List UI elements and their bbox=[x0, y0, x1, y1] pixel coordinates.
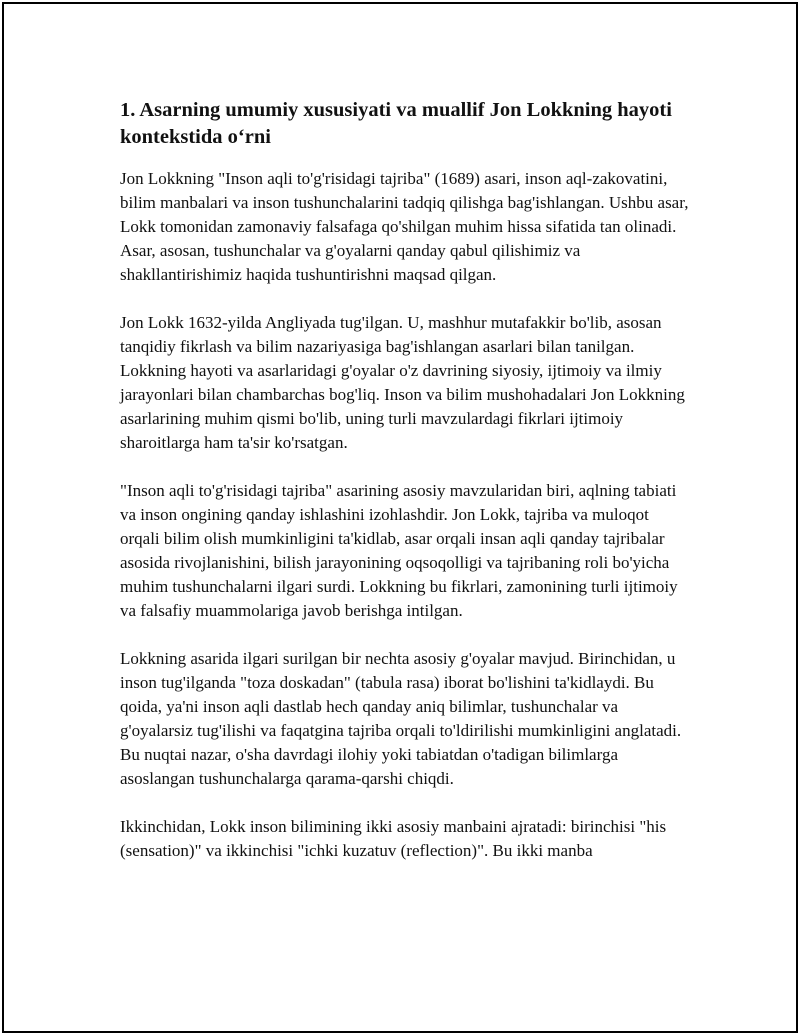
section-heading: 1. Asarning umumiy xususiyati va muallif Jon Lokkning hayoti kontekstida o‘rni bbox=[120, 99, 672, 148]
paragraph-biography: Jon Lokk 1632-yilda Angliyada tug'ilgan. U, mashhur mutafakkir bo'lib, asosan tanqidiy fikrlash va bilim nazariyasiga bag'ishlangan asarlari bilan tanilgan. Lokkning hayoti va asarlaridagi g'oyalar o'z davrining siyosiy, ijtimoiy va ilmiy jarayonlari bilan chambarchas bog'liq. Inson va bilim mushohadalari Jon Lokkning asarlarining muhim qismi bo'lib, uning turli mavzulardagi fikrlari ijtimoiy sharoitlarga ham ta'sir ko'rsatgan. bbox=[120, 313, 685, 452]
document-body bbox=[120, 97, 690, 887]
paragraph-tabula-rasa: Lokkning asarida ilgari surilgan bir nechta asosiy g'oyalar mavjud. Birinchidan, u inson tug'ilganda "toza doskadan" (tabula rasa) iborat bo'lishini ta'kidlaydi. Bu qoida, ya'ni inson aqli dastlab hech qanday aniq bilimlar, tushunchalar va g'oyalarsiz tug'ilishi va faqatgina tajriba orqali to'ldirilishi mumkinligini anglatadi. Bu nuqtai nazar, o'sha davrdagi ilohiy yoki tabiatdan o'tadigan bilimlarga asoslangan tushunchalarga qarama-qarshi chiqdi. bbox=[120, 649, 682, 788]
paragraph-intro: Jon Lokkning "Inson aqli to'g'risidagi tajriba" (1689) asari, inson aql-zakovatini, bilim manbalari va inson tushunchalarini tadqiq qilishga bag'ishlangan. Ushbu asar, Lokk tomonidan zamonaviy falsafaga qo'shilgan muhim hissa sifatida tan olinadi. Asar, asosan, tushunchalar va g'oyalarni qanday qabul qilishimiz va shakllantirishimiz haqida tushuntirishni maqsad qilgan. bbox=[120, 169, 689, 284]
paragraph-main-theme: "Inson aqli to'g'risidagi tajriba" asarining asosiy mavzularidan biri, aqlning tabiati va inson ongining qanday ishlashini izohlashdir. Jon Lokk, tajriba va muloqot orqali bilim olish mumkinligini ta'kidlab, asar orqali insan aqli qanday tajribalar asosida rivojlanishini, bilish jarayonining oqsoqolligi va tajribaning roli bo'yicha muhim tushunchalarni ilgari surdi. Lokkning bu fikrlari, zamonining turli ijtimoiy va falsafiy muammolariga javob berishga intilgan. bbox=[120, 481, 678, 620]
paragraph-sources: Ikkinchidan, Lokk inson bilimining ikki asosiy manbaini ajratadi: birinchisi "his (sensation)" va ikkinchisi "ichki kuzatuv (reflection)". Bu ikki manba bbox=[120, 817, 667, 860]
page-frame bbox=[2, 2, 798, 1033]
